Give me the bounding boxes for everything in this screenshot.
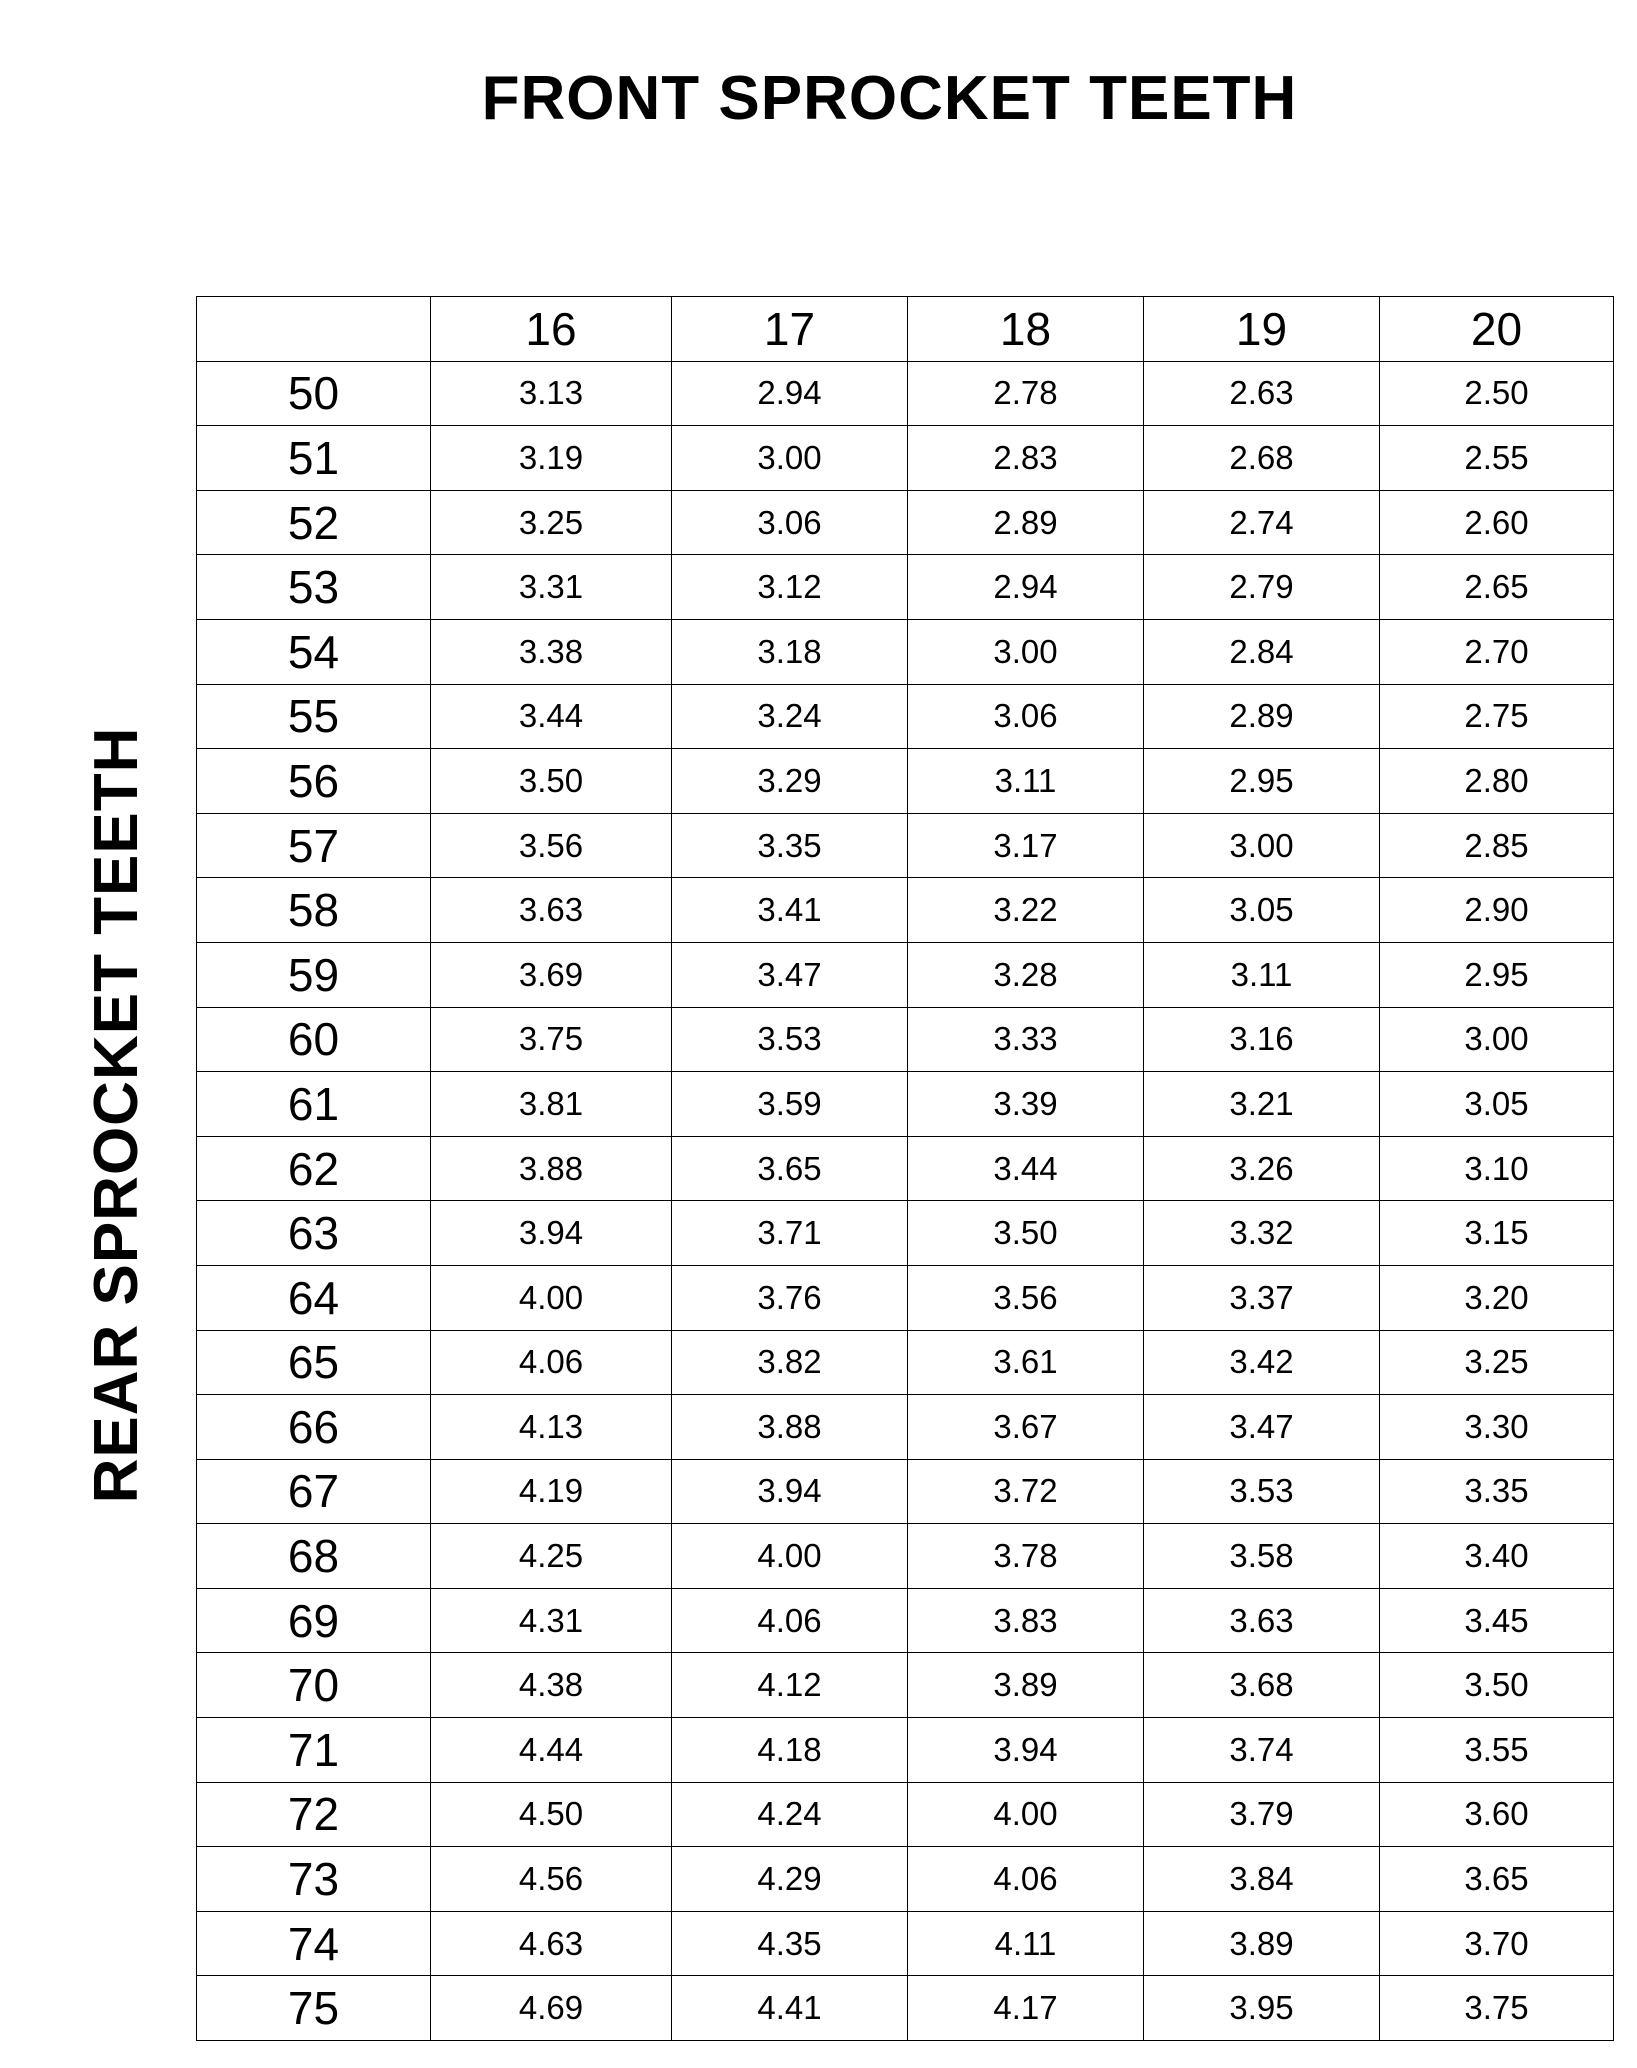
ratio-cell: 2.74: [1144, 490, 1380, 555]
ratio-cell: 3.50: [431, 749, 672, 814]
row-header: 62: [197, 1136, 431, 1201]
ratio-cell: 4.11: [908, 1911, 1144, 1976]
ratio-cell: 3.83: [908, 1588, 1144, 1653]
ratio-cell: 3.38: [431, 619, 672, 684]
table-row: [197, 361, 1614, 426]
ratio-cell: 3.11: [908, 749, 1144, 814]
table-row: [197, 490, 1614, 555]
ratio-cell: 3.00: [672, 426, 908, 491]
ratio-cell: 2.90: [1380, 878, 1614, 943]
ratio-cell: 3.71: [672, 1201, 908, 1266]
ratio-cell: 2.55: [1380, 426, 1614, 491]
ratio-cell: 3.20: [1380, 1265, 1614, 1330]
ratio-cell: 3.56: [908, 1265, 1144, 1330]
ratio-cell: 3.65: [1380, 1847, 1614, 1912]
ratio-cell: 3.06: [908, 684, 1144, 749]
ratio-cell: 3.74: [1144, 1718, 1380, 1783]
ratio-cell: 4.63: [431, 1911, 672, 1976]
ratio-cell: 3.39: [908, 1072, 1144, 1137]
ratio-cell: 2.75: [1380, 684, 1614, 749]
row-header: 63: [197, 1201, 431, 1266]
ratio-cell: 3.44: [431, 684, 672, 749]
table-row: [197, 942, 1614, 1007]
ratio-cell: 4.00: [672, 1524, 908, 1589]
ratio-cell: 3.75: [1380, 1976, 1614, 2041]
ratio-cell: 3.42: [1144, 1330, 1380, 1395]
ratio-cell: 2.83: [908, 426, 1144, 491]
row-header: 60: [197, 1007, 431, 1072]
ratio-cell: 3.35: [672, 813, 908, 878]
row-header: 59: [197, 942, 431, 1007]
table-row: [197, 684, 1614, 749]
ratio-cell: 4.35: [672, 1911, 908, 1976]
ratio-cell: 3.78: [908, 1524, 1144, 1589]
row-header: 71: [197, 1718, 431, 1783]
ratio-cell: 3.58: [1144, 1524, 1380, 1589]
ratio-cell: 3.94: [672, 1459, 908, 1524]
ratio-cell: 4.38: [431, 1653, 672, 1718]
column-header: 17: [672, 297, 908, 362]
row-header: 52: [197, 490, 431, 555]
ratio-cell: 2.63: [1144, 361, 1380, 426]
ratio-cell: 3.82: [672, 1330, 908, 1395]
ratio-cell: 3.68: [1144, 1653, 1380, 1718]
table-row: [197, 555, 1614, 620]
ratio-cell: 3.25: [431, 490, 672, 555]
ratio-cell: 4.17: [908, 1976, 1144, 2041]
row-header: 57: [197, 813, 431, 878]
ratio-cell: 3.41: [672, 878, 908, 943]
ratio-cell: 3.00: [1380, 1007, 1614, 1072]
ratio-cell: 3.33: [908, 1007, 1144, 1072]
ratio-cell: 4.41: [672, 1976, 908, 2041]
table-row: [197, 1653, 1614, 1718]
row-header: 70: [197, 1653, 431, 1718]
ratio-cell: 3.95: [1144, 1976, 1380, 2041]
ratio-cell: 3.05: [1380, 1072, 1614, 1137]
ratio-cell: 3.59: [672, 1072, 908, 1137]
ratio-cell: 3.10: [1380, 1136, 1614, 1201]
table-row: [197, 1459, 1614, 1524]
ratio-cell: 4.13: [431, 1395, 672, 1460]
ratio-cell: 2.80: [1380, 749, 1614, 814]
ratio-cell: 4.25: [431, 1524, 672, 1589]
ratio-cell: 4.29: [672, 1847, 908, 1912]
ratio-cell: 3.29: [672, 749, 908, 814]
ratio-cell: 3.44: [908, 1136, 1144, 1201]
column-header: 20: [1380, 297, 1614, 362]
ratio-cell: 3.69: [431, 942, 672, 1007]
table-body: [197, 361, 1614, 2040]
ratio-cell: 3.12: [672, 555, 908, 620]
table-row: [197, 1136, 1614, 1201]
row-header: 75: [197, 1976, 431, 2041]
ratio-cell: 2.79: [1144, 555, 1380, 620]
ratio-cell: 3.30: [1380, 1395, 1614, 1460]
ratio-cell: 3.24: [672, 684, 908, 749]
ratio-cell: 3.40: [1380, 1524, 1614, 1589]
row-header: 73: [197, 1847, 431, 1912]
ratio-cell: 3.05: [1144, 878, 1380, 943]
table-row: [197, 1782, 1614, 1847]
ratio-cell: 3.31: [431, 555, 672, 620]
ratio-cell: 4.24: [672, 1782, 908, 1847]
table-row: [197, 1201, 1614, 1266]
table-row: [197, 1847, 1614, 1912]
table-row: [197, 1265, 1614, 1330]
ratio-cell: 2.60: [1380, 490, 1614, 555]
row-header: 74: [197, 1911, 431, 1976]
table-row: [197, 1395, 1614, 1460]
ratio-cell: 4.06: [431, 1330, 672, 1395]
ratio-cell: 4.06: [908, 1847, 1144, 1912]
ratio-cell: 4.12: [672, 1653, 908, 1718]
ratio-cell: 3.11: [1144, 942, 1380, 1007]
ratio-cell: 3.00: [1144, 813, 1380, 878]
ratio-cell: 2.84: [1144, 619, 1380, 684]
ratio-cell: 3.88: [431, 1136, 672, 1201]
ratio-cell: 3.32: [1144, 1201, 1380, 1266]
ratio-cell: 4.18: [672, 1718, 908, 1783]
ratio-cell: 2.89: [908, 490, 1144, 555]
column-header: 16: [431, 297, 672, 362]
ratio-cell: 3.06: [672, 490, 908, 555]
ratio-cell: 3.13: [431, 361, 672, 426]
ratio-cell: 4.00: [431, 1265, 672, 1330]
ratio-cell: 2.94: [672, 361, 908, 426]
table-row: [197, 1330, 1614, 1395]
ratio-cell: 2.50: [1380, 361, 1614, 426]
column-header: 18: [908, 297, 1144, 362]
table-row: [197, 1588, 1614, 1653]
ratio-cell: 4.69: [431, 1976, 672, 2041]
ratio-cell: 4.50: [431, 1782, 672, 1847]
ratio-cell: 3.00: [908, 619, 1144, 684]
column-header: 19: [1144, 297, 1380, 362]
ratio-cell: 3.88: [672, 1395, 908, 1460]
row-header: 61: [197, 1072, 431, 1137]
page-title: FRONT SPROCKET TEETH: [481, 64, 1298, 133]
ratio-cell: 3.89: [908, 1653, 1144, 1718]
ratio-cell: 3.89: [1144, 1911, 1380, 1976]
ratio-cell: 3.53: [1144, 1459, 1380, 1524]
ratio-cell: 2.95: [1144, 749, 1380, 814]
ratio-cell: 3.19: [431, 426, 672, 491]
ratio-cell: 3.37: [1144, 1265, 1380, 1330]
table-row: [197, 813, 1614, 878]
ratio-cell: 3.21: [1144, 1072, 1380, 1137]
ratio-cell: 3.94: [908, 1718, 1144, 1783]
ratio-cell: 4.19: [431, 1459, 672, 1524]
table-row: [197, 619, 1614, 684]
gear-ratio-table: [196, 296, 1614, 2041]
ratio-cell: 3.47: [1144, 1395, 1380, 1460]
ratio-cell: 3.67: [908, 1395, 1144, 1460]
ratio-cell: 4.00: [908, 1782, 1144, 1847]
row-header: 55: [197, 684, 431, 749]
ratio-cell: 3.61: [908, 1330, 1144, 1395]
table-row: [197, 1524, 1614, 1589]
ratio-cell: 3.47: [672, 942, 908, 1007]
ratio-cell: 3.18: [672, 619, 908, 684]
ratio-cell: 3.56: [431, 813, 672, 878]
ratio-cell: 3.60: [1380, 1782, 1614, 1847]
row-header: 58: [197, 878, 431, 943]
ratio-cell: 3.17: [908, 813, 1144, 878]
ratio-cell: 3.84: [1144, 1847, 1380, 1912]
ratio-cell: 2.68: [1144, 426, 1380, 491]
ratio-cell: 3.45: [1380, 1588, 1614, 1653]
row-header: 51: [197, 426, 431, 491]
row-header: 68: [197, 1524, 431, 1589]
ratio-cell: 3.25: [1380, 1330, 1614, 1395]
ratio-cell: 3.50: [1380, 1653, 1614, 1718]
table-row: [197, 1718, 1614, 1783]
row-header: 56: [197, 749, 431, 814]
ratio-cell: 2.70: [1380, 619, 1614, 684]
ratio-cell: 2.78: [908, 361, 1144, 426]
table-row: [197, 1976, 1614, 2041]
row-header: 69: [197, 1588, 431, 1653]
corner-cell: [197, 297, 431, 362]
ratio-cell: 3.35: [1380, 1459, 1614, 1524]
row-header: 65: [197, 1330, 431, 1395]
ratio-cell: 3.63: [431, 878, 672, 943]
ratio-cell: 3.53: [672, 1007, 908, 1072]
ratio-cell: 3.76: [672, 1265, 908, 1330]
row-header: 64: [197, 1265, 431, 1330]
table-row: [197, 749, 1614, 814]
ratio-cell: 2.89: [1144, 684, 1380, 749]
ratio-cell: 3.15: [1380, 1201, 1614, 1266]
ratio-cell: 3.50: [908, 1201, 1144, 1266]
ratio-cell: 2.65: [1380, 555, 1614, 620]
ratio-cell: 4.31: [431, 1588, 672, 1653]
ratio-cell: 4.06: [672, 1588, 908, 1653]
ratio-cell: 2.95: [1380, 942, 1614, 1007]
table-row: [197, 1911, 1614, 1976]
ratio-cell: 3.70: [1380, 1911, 1614, 1976]
table-row: [197, 878, 1614, 943]
ratio-cell: 3.16: [1144, 1007, 1380, 1072]
rear-sprocket-axis-label: REAR SPROCKET TEETH: [82, 726, 151, 1504]
row-header: 66: [197, 1395, 431, 1460]
table-row: [197, 426, 1614, 491]
ratio-cell: 3.65: [672, 1136, 908, 1201]
ratio-cell: 3.72: [908, 1459, 1144, 1524]
ratio-cell: 3.79: [1144, 1782, 1380, 1847]
row-header: 53: [197, 555, 431, 620]
ratio-cell: 2.85: [1380, 813, 1614, 878]
row-header: 72: [197, 1782, 431, 1847]
ratio-cell: 3.28: [908, 942, 1144, 1007]
ratio-cell: 3.55: [1380, 1718, 1614, 1783]
row-header: 67: [197, 1459, 431, 1524]
ratio-cell: 3.94: [431, 1201, 672, 1266]
ratio-cell: 4.44: [431, 1718, 672, 1783]
ratio-cell: 3.63: [1144, 1588, 1380, 1653]
row-header: 54: [197, 619, 431, 684]
table-row: [197, 1072, 1614, 1137]
ratio-cell: 3.22: [908, 878, 1144, 943]
row-header: 50: [197, 361, 431, 426]
header-row: [197, 297, 1614, 362]
ratio-cell: 4.56: [431, 1847, 672, 1912]
ratio-cell: 3.81: [431, 1072, 672, 1137]
table-row: [197, 1007, 1614, 1072]
ratio-cell: 3.26: [1144, 1136, 1380, 1201]
ratio-cell: 3.75: [431, 1007, 672, 1072]
ratio-cell: 2.94: [908, 555, 1144, 620]
